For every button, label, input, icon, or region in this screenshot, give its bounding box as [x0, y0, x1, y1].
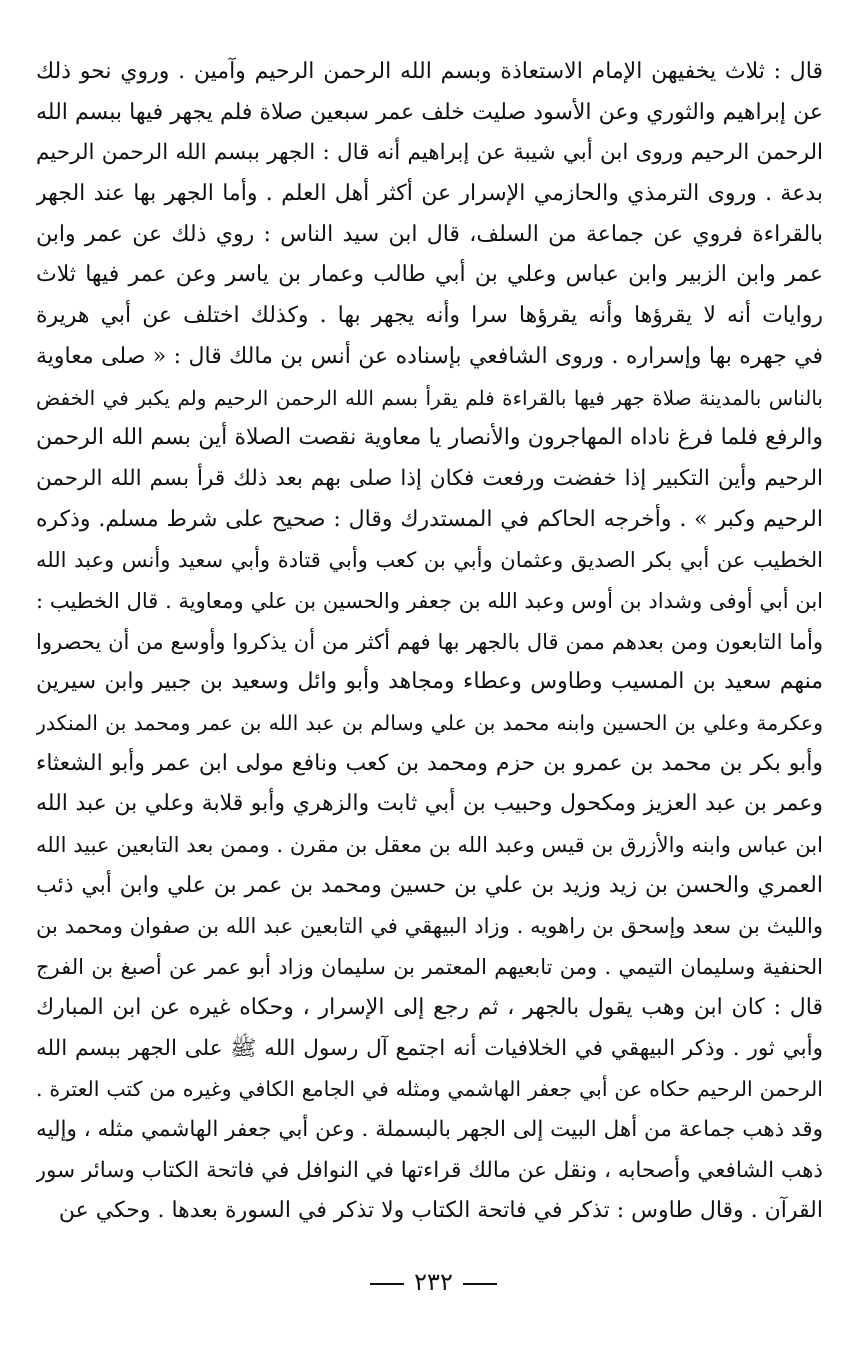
text-line: بالقراءة فروي عن جماعة من السلف، قال ابن سيد الناس : روي ذلك عن عمر وابن	[36, 221, 823, 247]
text-line: روايات أنه لا يقرؤها وأنه يقرؤها سرا وأنه يجهر بها . وكذلك اختلف عن أبي هريرة	[36, 303, 823, 329]
text-line: القرآن . وقال طاوس : تذكر في فاتحة الكتاب ولا تذكر في السورة بعدها . وحكي عن	[58, 1198, 823, 1224]
text-line: الرحيم وكبر » . وأخرجه الحاكم في المستدرك وقال : صحيح على شرط مسلم. وذكره	[36, 506, 823, 532]
text-line: والليث بن سعد وإسحق بن راهويه . وزاد البيهقي في التابعين عبد الله بن صفوان ومحمد بن	[36, 914, 823, 939]
text-line: بالناس بالمدينة صلاة جهر فيها بالقراءة فلم يقرأ بسم الله الرحمن الرحيم ولم يكبر في الخفض	[36, 385, 823, 410]
text-line: الرحمن الرحيم وروى ابن أبي شيبة عن إبراهيم أنه قال : الجهر ببسم الله الرحمن الرحيم	[36, 140, 823, 166]
text-line: عن إبراهيم والثوري وعن الأسود صليت خلف عمر سبعين صلاة فلم يجهر فيها ببسم الله	[36, 99, 823, 125]
page-body-text	[36, 52, 823, 1232]
text-line: قال : ثلاث يخفيهن الإمام الاستعاذة وبسم الله الرحمن الرحيم وآمين . وروي نحو ذلك	[36, 59, 823, 84]
text-line: وعكرمة وعلي بن الحسين وابنه محمد بن علي وسالم بن عبد الله بن عمر ومحمد بن المنكدر	[36, 711, 823, 735]
text-line: منهم سعيد بن المسيب وطاوس وعطاء ومجاهد وأبو وائل وسعيد بن جبير وابن سيرين	[36, 669, 823, 695]
text-line: والرفع فلما فرغ ناداه المهاجرون والأنصار يا معاوية نقصت الصلاة أين بسم الله الرحمن	[36, 425, 823, 451]
text-line: وأما التابعون ومن بعدهم ممن قال بالجهر بها فهم أكثر من أن يذكروا وأوسع من أن يحصروا	[36, 629, 823, 654]
text-line: وأبي ثور . وذكر البيهقي في الخلافيات أنه اجتمع آل رسول الله ﷺ على الجهر ببسم الله	[36, 1035, 823, 1061]
dash-decoration	[463, 1283, 497, 1285]
dash-decoration	[370, 1283, 404, 1285]
text-line: وعمر بن عبد العزيز ومكحول وحبيب بن أبي ثابت والزهري وأبو قلابة وعلي بن عبد الله	[36, 791, 823, 817]
text-line: ذهب الشافعي وأصحابه ، ونقل عن مالك قراءتها في النوافل في فاتحة الكتاب وسائر سور	[36, 1157, 823, 1183]
text-line: في جهره بها وإسراره . وروى الشافعي بإسناده عن أنس بن مالك قال : « صلى معاوية	[36, 343, 823, 369]
text-line: الرحمن الرحيم حكاه عن أبي جعفر الهاشمي ومثله في الجامع الكافي وغيره من كتب العترة .	[36, 1077, 823, 1102]
text-line: العمري والحسن بن زيد وزيد بن علي بن حسين ومحمد بن عمر بن علي وابن أبي ذئب	[36, 872, 823, 898]
text-line: الرحيم وأين التكبير إذا خفضت ورفعت فكان إذا صلى بهم بعد ذلك قرأ بسم الله الرحمن	[36, 465, 823, 491]
text-line: الخطيب عن أبي بكر الصديق وعثمان وأبي بن كعب وأبي قتادة وأبي سعيد وأنس وعبد الله	[36, 548, 823, 573]
text-line: بدعة . وروى الترمذي والحازمي الإسرار عن أكثر أهل العلم . وأما الجهر بها عند الجهر	[36, 181, 823, 207]
text-line: الحنفية وسليمان التيمي . ومن تابعيهم المعتمر بن سليمان وزاد أبو عمر عن أصبغ بن الفرج	[36, 955, 823, 980]
text-line: عمر وابن الزبير وابن عباس وعلي بن أبي طالب وعمار بن ياسر وعن عمر فيها ثلاث	[36, 262, 823, 288]
page-number-footer	[0, 1268, 867, 1296]
text-line: ابن أبي أوفى وشداد بن أوس وعبد الله بن جعفر والحسين بن علي ومعاوية . قال الخطيب :	[36, 588, 823, 613]
text-line: وأبو بكر بن محمد بن عمرو بن حزم ومحمد بن كعب ونافع مولى ابن عمر وأبو الشعثاء	[36, 750, 823, 776]
text-line: وقد ذهب جماعة من أهل البيت إلى الجهر بالبسملة . وعن أبي جعفر الهاشمي مثله ، وإليه	[36, 1116, 823, 1142]
text-line: قال : كان ابن وهب يقول بالجهر ، ثم رجع إلى الإسرار ، وحكاه غيره عن ابن المبارك	[36, 994, 823, 1020]
page-number: ٢٣٢	[414, 1268, 453, 1296]
text-line: ابن عباس وابنه والأزرق بن قيس وعبد الله بن معقل بن مقرن . وممن بعد التابعين عبيد الله	[36, 833, 823, 858]
